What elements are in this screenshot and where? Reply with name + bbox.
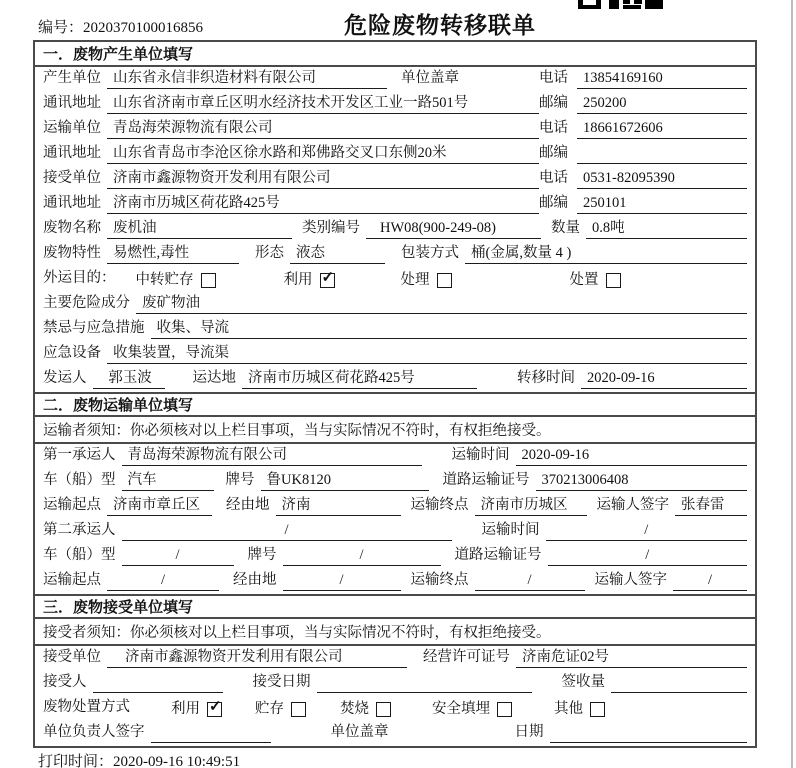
- row-receiver-address: [35, 192, 755, 217]
- zip2-label: 邮编: [539, 145, 568, 162]
- serial-value: 2020370100016856: [83, 20, 204, 36]
- category-label: 类别编号: [302, 220, 360, 237]
- carrier1-label: 第一承运人: [43, 447, 116, 464]
- packing-label: 包装方式: [401, 245, 459, 262]
- phone1-value-field: 13854169160: [577, 71, 747, 89]
- origin1-value-field: 济南市章丘区: [107, 498, 212, 516]
- license2-label: 道路运输证号: [454, 547, 542, 564]
- print-time-value: 2020-09-16 10:49:51: [113, 754, 241, 768]
- acceptor-label: 接受人: [43, 674, 87, 691]
- carrier-notice: 运输者须知：你必须核对以上栏目事项，当与实际情况不符时，有权拒绝接受。: [35, 417, 755, 444]
- via1-value-field: 济南: [276, 498, 401, 516]
- unit-seal2-label: 单位盖章: [330, 724, 389, 741]
- license1-label: 道路运输证号: [442, 472, 530, 489]
- end1-label: 运输终点: [410, 497, 469, 514]
- row-carrier1: [35, 444, 755, 469]
- taboo-label: 禁忌与应急措施: [43, 320, 145, 337]
- shipper-value-field: 郭玉波: [93, 371, 165, 389]
- quantity-label: 数量: [551, 220, 580, 237]
- destination-value-field: 济南市历城区荷花路425号: [242, 371, 477, 389]
- disposal-option-landfill: 安全填埋: [432, 702, 512, 718]
- disposal-option-incinerate: 焚烧: [340, 702, 391, 718]
- phone3-value-field: 0531-82095390: [577, 171, 747, 189]
- checkbox-utilize: [320, 273, 335, 288]
- carrier2-label: 第二承运人: [43, 522, 116, 539]
- category-value-field: HW08(900-249-08): [366, 221, 541, 239]
- license1-value-field: 370213006408: [536, 473, 748, 491]
- checkbox-treat: [437, 273, 452, 288]
- row-hazard-component: [35, 292, 755, 317]
- permit-value-field: 济南危证02号: [516, 650, 747, 668]
- section3-header: 三．废物接受单位填写: [35, 594, 755, 619]
- section1-header: 一．废物产生单位填写: [35, 42, 755, 67]
- form-label: 形态: [255, 245, 284, 262]
- row-receiver: [35, 167, 755, 192]
- page-title: 危险废物转移联单: [344, 12, 536, 38]
- transporter-label: 运输单位: [43, 120, 101, 137]
- waste-name-value-field: 废机油: [107, 221, 292, 239]
- vehicle1-label: 车（船）型: [43, 472, 116, 489]
- receiver-value-field: 济南市鑫源物资开发利用有限公司: [107, 171, 539, 189]
- shipper-label: 发运人: [43, 370, 87, 387]
- accept-unit-label: 接受单位: [43, 649, 101, 666]
- sign1-value-field: 张春雷: [675, 498, 747, 516]
- plate2-label: 牌号: [247, 547, 277, 564]
- row-route2: [35, 569, 755, 594]
- transfer-time-value-field: 2020-09-16: [581, 371, 747, 389]
- plate1-value-field: 鲁UK8120: [261, 473, 429, 491]
- print-time: [38, 750, 240, 768]
- carrier2-value-field: /: [122, 523, 452, 541]
- producer-value-field: 山东省永信非织造材料有限公司: [107, 71, 387, 89]
- unit-seal-label: 单位盖章: [401, 70, 459, 87]
- accept-date-label: 接受日期: [252, 674, 311, 691]
- section2-header: 二．废物运输单位填写: [35, 392, 755, 417]
- addr1-value-field: 山东省济南市章丘区明水经济技术开发区工业一路501号: [107, 96, 539, 114]
- accept-unit-value-field: 济南市鑫源物资开发利用有限公司: [107, 650, 407, 668]
- page-edge-line: [791, 0, 793, 768]
- license2-value-field: /: [548, 548, 748, 566]
- origin2-label: 运输起点: [43, 572, 101, 589]
- destination-label: 运达地: [192, 370, 236, 387]
- row-emergency-equipment: [35, 342, 755, 367]
- row-producer: [35, 67, 755, 92]
- row-route1: [35, 494, 755, 519]
- plate1-label: 牌号: [225, 472, 255, 489]
- row-vehicle2: [35, 544, 755, 569]
- equipment-value-field: 收集装置，导流渠: [107, 346, 747, 364]
- character-label: 废物特性: [43, 245, 101, 262]
- sign-qty-label: 签收量: [561, 674, 605, 691]
- checkbox-disposal-incinerate: [376, 702, 391, 717]
- disposal-option-store: 贮存: [255, 702, 306, 718]
- row-shipper: [35, 367, 755, 392]
- producer-label: 产生单位: [43, 70, 101, 87]
- sign-qty-value-field: [611, 676, 747, 693]
- via2-value-field: /: [283, 573, 401, 591]
- row-acceptor: [35, 671, 755, 696]
- vehicle1-value-field: 汽车: [122, 473, 214, 491]
- checkbox-disposal-store: [291, 702, 306, 717]
- origin1-label: 运输起点: [43, 497, 101, 514]
- addr2-value-field: 山东省青岛市李沧区徐水路和郑佛路交叉口东侧20米: [107, 146, 539, 164]
- via2-label: 经由地: [233, 572, 277, 589]
- checkbox-transit-storage: [201, 273, 216, 288]
- origin2-value-field: /: [107, 573, 219, 591]
- row-waste-name: [35, 217, 755, 242]
- purpose-option-transit-storage: 中转贮存: [136, 273, 216, 289]
- row-disposal-method: [35, 696, 755, 721]
- addr3-label: 通讯地址: [43, 195, 101, 212]
- row-transfer-purpose: [35, 267, 755, 292]
- phone2-value-field: 18661672606: [577, 121, 747, 139]
- hazard-value-field: 废矿物油: [136, 296, 747, 314]
- zip1-label: 邮编: [539, 95, 568, 112]
- row-taboo-measures: [35, 317, 755, 342]
- time1-label: 运输时间: [451, 447, 510, 464]
- disposal-label: 废物处置方式: [43, 699, 130, 716]
- packing-value-field: 桶(金属,数量 4 ): [465, 246, 747, 264]
- time2-label: 运输时间: [481, 522, 540, 539]
- row-vehicle1: [35, 469, 755, 494]
- end2-label: 运输终点: [410, 572, 469, 589]
- vehicle2-label: 车（船）型: [43, 547, 116, 564]
- character-value-field: 易燃性,毒性: [107, 246, 239, 264]
- date-value-field: [550, 726, 748, 743]
- phone3-label: 电话: [539, 170, 568, 187]
- via1-label: 经由地: [226, 497, 270, 514]
- permit-label: 经营许可证号: [423, 649, 510, 666]
- manager-sign-value-field: [151, 726, 271, 743]
- zip1-value-field: 250200: [577, 96, 747, 114]
- zip3-value-field: 250101: [577, 196, 747, 214]
- plate2-value-field: /: [283, 548, 441, 566]
- sign1-label: 运输人签字: [596, 497, 669, 514]
- phone2-label: 电话: [539, 120, 568, 137]
- purpose-option-treat: 处理: [401, 273, 452, 289]
- row-transporter: [35, 117, 755, 142]
- carrier1-value-field: 青岛海荣源物流有限公司: [122, 448, 422, 466]
- disposal-option-other: 其他: [554, 702, 605, 718]
- checkbox-disposal-utilize: [207, 702, 222, 717]
- serial-label: 编号：: [38, 20, 84, 36]
- row-waste-character: [35, 242, 755, 267]
- qr-finder-fragment: [578, 0, 601, 9]
- checkbox-disposal-other: [590, 702, 605, 717]
- print-time-label: 打印时间：: [38, 754, 114, 768]
- taboo-value-field: 收集、导流: [151, 321, 748, 339]
- checkbox-dispose: [606, 273, 621, 288]
- transporter-value-field: 青岛海荣源物流有限公司: [107, 121, 539, 139]
- form-value-field: 液态: [290, 246, 385, 264]
- addr3-value-field: 济南市历城区荷花路425号: [107, 196, 539, 214]
- phone1-label: 电话: [539, 70, 568, 87]
- sign2-label: 运输人签字: [594, 572, 667, 589]
- accept-date-value-field: [317, 676, 532, 693]
- time1-value-field: 2020-09-16: [516, 448, 748, 466]
- waste-name-label: 废物名称: [43, 220, 101, 237]
- manager-sign-label: 单位负责人签字: [43, 724, 145, 741]
- date-label: 日期: [514, 724, 544, 741]
- purpose-option-utilize: 利用 ✓: [284, 273, 335, 289]
- sign2-value-field: /: [673, 573, 747, 591]
- acceptor-notice: 接受者须知：你必须核对以上栏目事项，当与实际情况不符时，有权拒绝接受。: [35, 619, 755, 646]
- receiver-label: 接受单位: [43, 170, 101, 187]
- acceptor-value-field: [93, 676, 223, 693]
- checkbox-disposal-landfill: [497, 702, 512, 717]
- row-accept-unit: [35, 646, 755, 671]
- zip3-label: 邮编: [539, 195, 568, 212]
- addr1-label: 通讯地址: [43, 95, 101, 112]
- vehicle2-value-field: /: [122, 548, 234, 566]
- hazard-label: 主要危险成分: [43, 295, 130, 312]
- purpose-option-dispose: 处置: [570, 273, 621, 289]
- disposal-option-utilize: 利用 ✓: [171, 702, 222, 718]
- time2-value-field: /: [546, 523, 748, 541]
- quantity-value-field: 0.8吨: [586, 221, 747, 239]
- row-carrier2: [35, 519, 755, 544]
- addr2-label: 通讯地址: [43, 145, 101, 162]
- end2-value-field: /: [475, 573, 585, 591]
- row-manager-signature: [35, 721, 755, 746]
- manifest-form: [33, 40, 757, 748]
- equipment-label: 应急设备: [43, 345, 101, 362]
- purpose-label: 外运目的：: [43, 270, 116, 287]
- end1-value-field: 济南市历城区: [475, 498, 587, 516]
- zip2-value-field: [577, 147, 747, 164]
- qr-code-fragment-icon: [578, 0, 666, 10]
- transfer-time-label: 转移时间: [517, 370, 575, 387]
- row-producer-address: [35, 92, 755, 117]
- row-transporter-address: [35, 142, 755, 167]
